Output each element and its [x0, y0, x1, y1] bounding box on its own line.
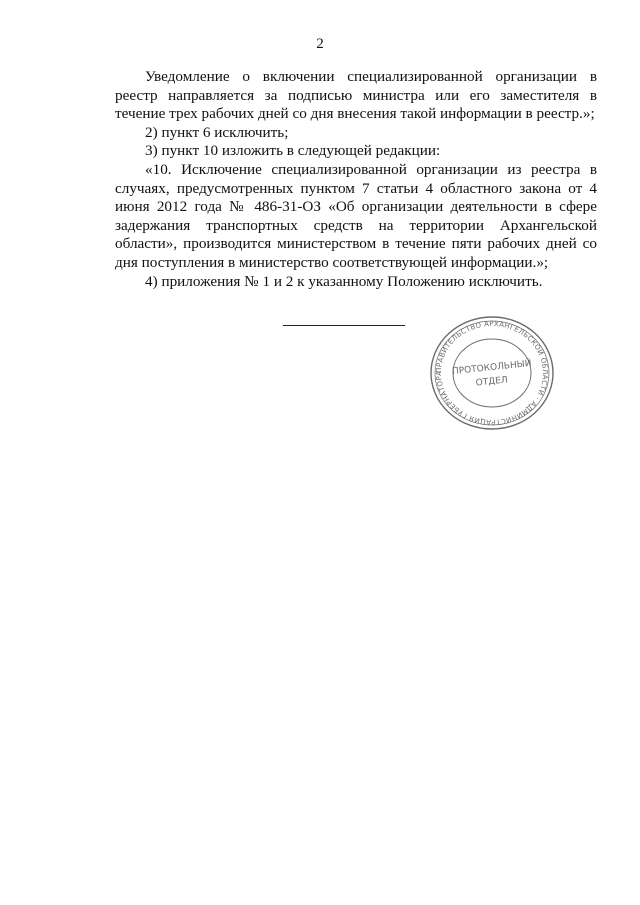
- official-stamp: [428, 314, 556, 432]
- paragraph-clause-10: «10. Исключение специализированной организации из реестра в случаях, предусмотренных пунктом 7 статьи 4 областного закона от 4 июня 2012 года № 486-31-ОЗ «Об организации деятельности в сфере задержания транспортных средств на территории Архангельской области», производится министерством в течение пяти рабочих дней со дня поступления в министерство соответствующей информации.»;: [115, 160, 597, 271]
- stamp-seal-icon: [428, 314, 556, 432]
- paragraph-item-4: 4) приложения № 1 и 2 к указанному Положению исключить.: [145, 272, 543, 290]
- paragraph-item-3: 3) пункт 10 изложить в следующей редакции:: [145, 142, 441, 160]
- stamp-center-line-2: ОТДЕЛ: [475, 375, 509, 389]
- stamp-center-line-1: ПРОТОКОЛЬНЫЙ: [451, 358, 532, 378]
- paragraph-notification: Уведомление о включении специализированной организации в реестр направляется за подписью министра или его заместителя в течение трех рабочих дней со дня внесения такой информации в реестр.»;: [115, 68, 597, 123]
- paragraph-item-2: 2) пункт 6 исключить;: [145, 123, 289, 141]
- stamp-ring-text: ПРАВИТЕЛЬСТВО АРХАНГЕЛЬСКОЙ ОБЛАСТИ · АДМИНИСТРАЦИЯ ГУБЕРНАТОРА: [434, 319, 550, 427]
- signature-line: [283, 325, 405, 326]
- document-body: [115, 68, 597, 291]
- page-number: 2: [316, 36, 324, 52]
